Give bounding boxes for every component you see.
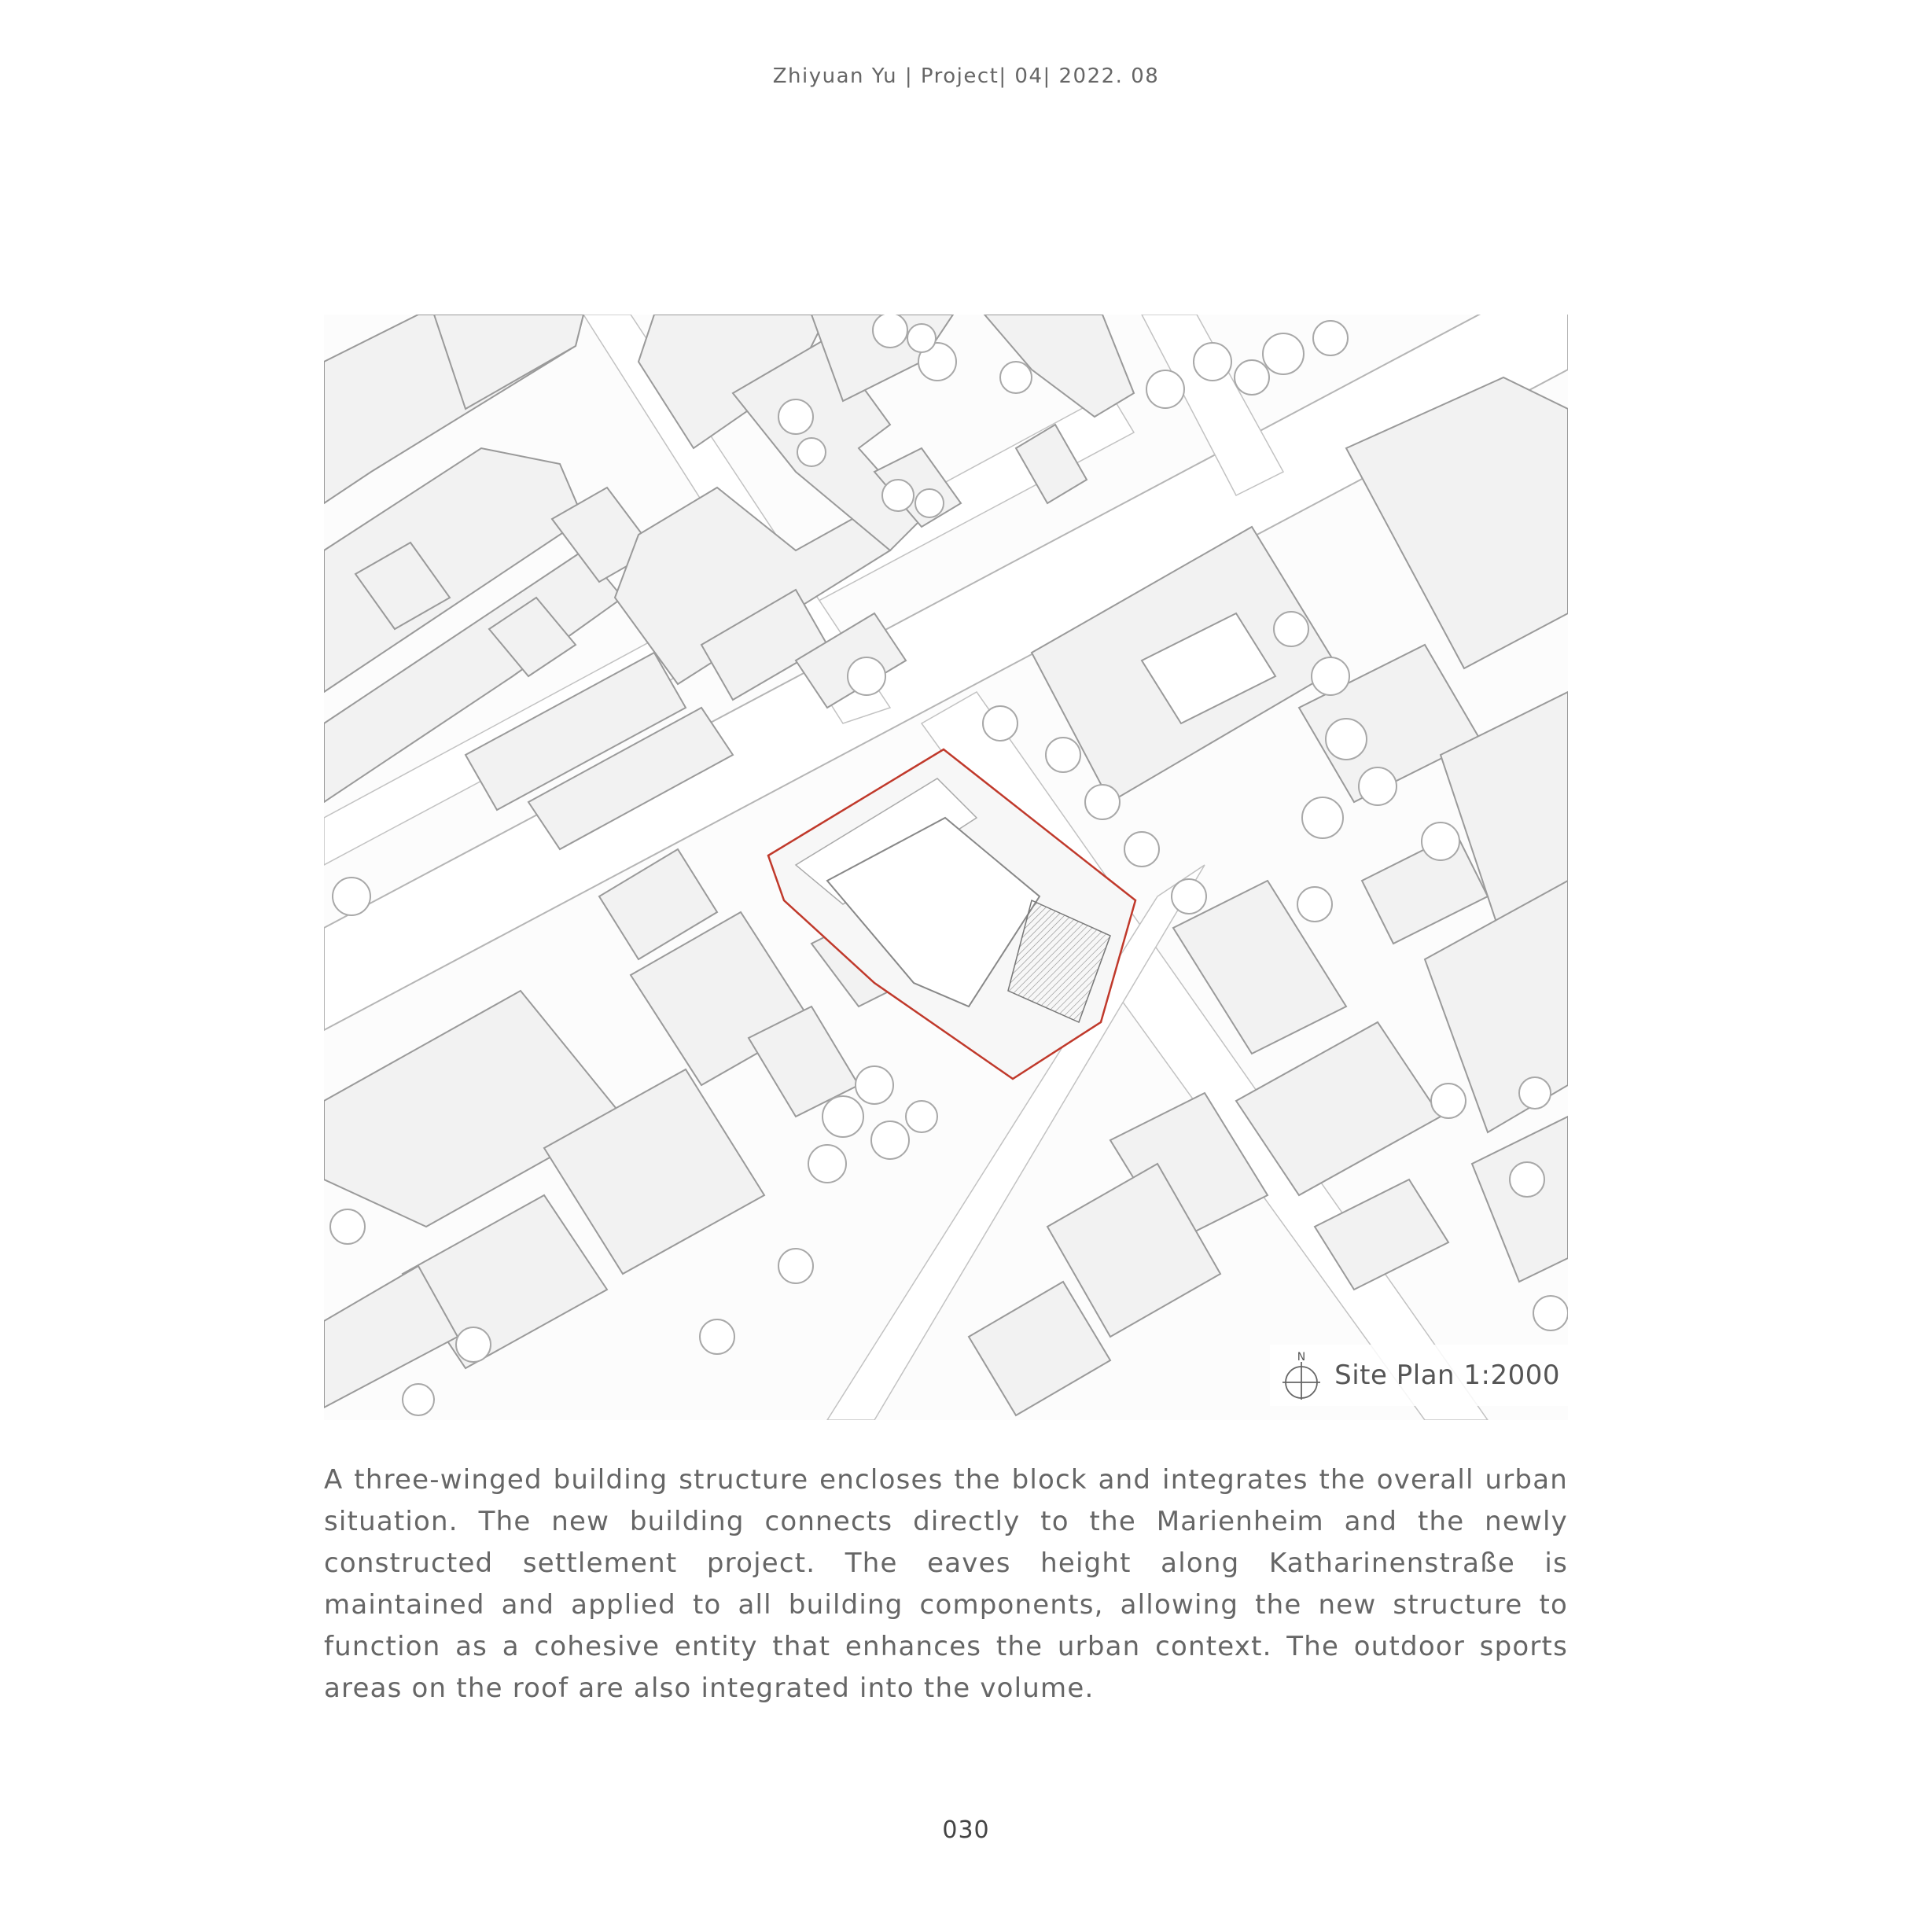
map-layer bbox=[324, 315, 1568, 1420]
site-plan-caption bbox=[1270, 1345, 1568, 1406]
site-plan-scale-label: Site Plan 1:2000 bbox=[1334, 1360, 1560, 1391]
page-number: 030 bbox=[942, 1816, 990, 1844]
site-plan-figure bbox=[324, 315, 1568, 1420]
north-arrow-label: N bbox=[1297, 1351, 1306, 1363]
north-arrow-icon bbox=[1278, 1349, 1325, 1401]
page-header: Zhiyuan Yu | Project| 04| 2022. 08 bbox=[772, 64, 1160, 88]
site-plan-drawing bbox=[324, 315, 1568, 1420]
project-description: A three-winged building structure encloses the block and integrates the overall urban situation. The new building connects directly to the Marienheim and the newly constructed settlement project. The eaves height along Katharinenstraße is maintained and applied to all building components, allowing the new structure to function as a cohesive entity that enhances the urban context. The outdoor sports areas on the roof are also integrated into the volume. bbox=[324, 1464, 1568, 1704]
